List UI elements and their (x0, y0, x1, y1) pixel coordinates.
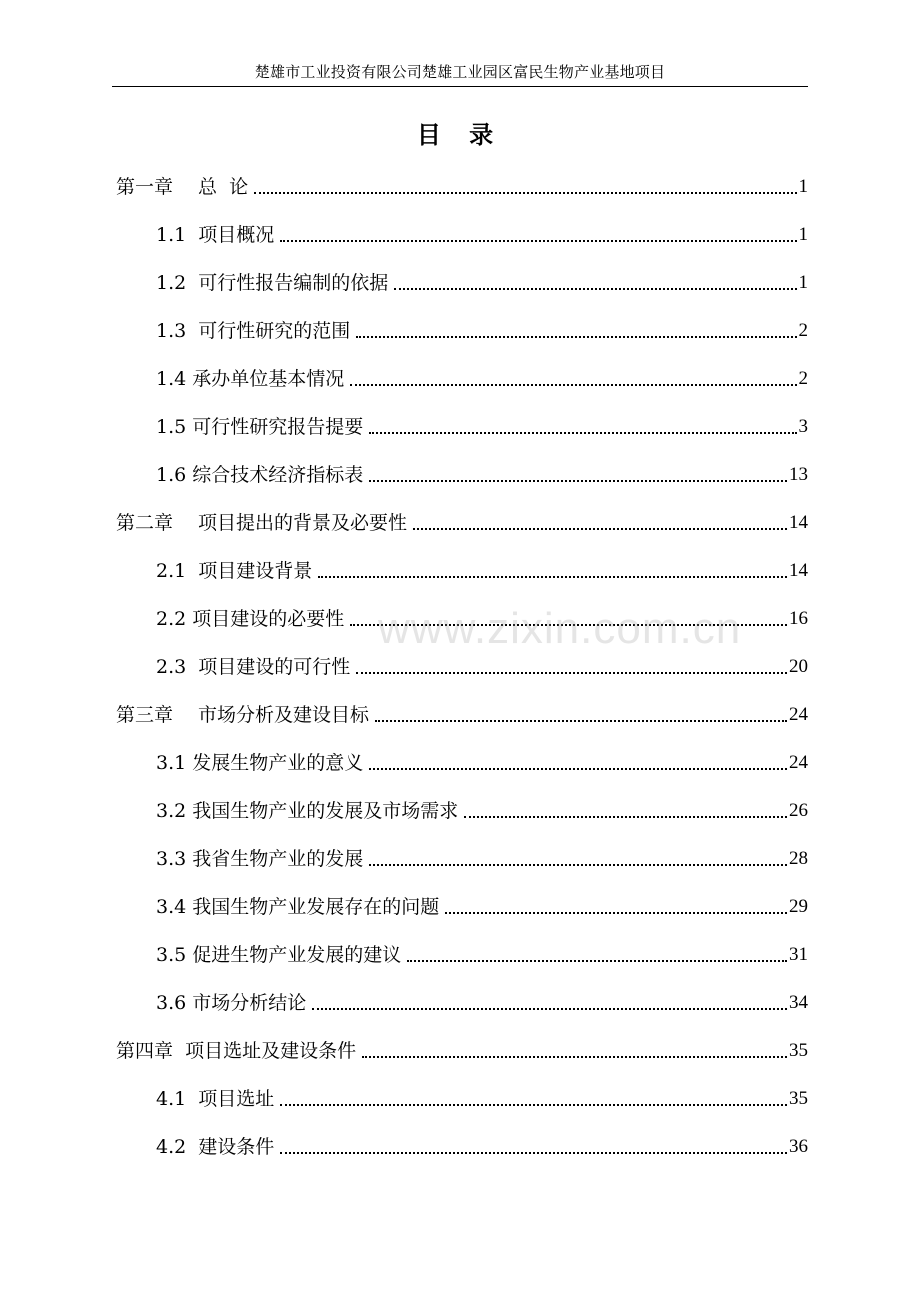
dot-leader (350, 624, 787, 626)
toc-entry-section-1-2[interactable] (156, 266, 808, 296)
toc-entry-page: 36 (789, 1136, 808, 1157)
watermark: www.zixin.com.cn (378, 604, 742, 653)
toc-entry-label: 2.2 项目建设的必要性 (156, 608, 345, 630)
toc-entry-label: 2.3 项目建设的可行性 (156, 656, 351, 678)
dot-leader (464, 816, 787, 818)
toc-entry-label: 3.2 我国生物产业的发展及市场需求 (156, 800, 459, 822)
toc-entry-page: 26 (789, 800, 808, 821)
toc-entry-chapter-3[interactable] (116, 698, 808, 728)
toc-entry-section-3-5[interactable] (156, 938, 808, 968)
toc-entry-section-1-5[interactable] (156, 410, 808, 440)
dot-leader (280, 1152, 787, 1154)
toc-entry-section-2-1[interactable] (156, 554, 808, 584)
toc-entry-page: 2 (798, 368, 808, 389)
toc-entry-label: 4.1 项目选址 (156, 1088, 275, 1110)
toc-entry-section-1-1[interactable] (156, 218, 808, 248)
toc-entry-label: 1.2 可行性报告编制的依据 (156, 272, 389, 294)
dot-leader (356, 672, 787, 674)
header-rule (112, 86, 808, 87)
toc-entry-label: 1.4 承办单位基本情况 (156, 368, 345, 390)
dot-leader (312, 1008, 787, 1010)
toc-entry-page: 34 (789, 992, 808, 1013)
dot-leader (394, 288, 796, 290)
dot-leader (254, 192, 796, 194)
toc-entry-section-2-2[interactable] (156, 602, 808, 632)
toc-entry-section-3-2[interactable] (156, 794, 808, 824)
toc-entry-section-3-4[interactable] (156, 890, 808, 920)
dot-leader (318, 576, 787, 578)
toc-entry-page: 29 (789, 896, 808, 917)
toc-entry-section-3-6[interactable] (156, 986, 808, 1016)
dot-leader (445, 912, 787, 914)
toc-entry-label: 4.2 建设条件 (156, 1136, 275, 1158)
toc-entry-label: 3.4 我国生物产业发展存在的问题 (156, 896, 440, 918)
toc-entry-section-2-3[interactable] (156, 650, 808, 680)
toc-entry-page: 35 (789, 1088, 808, 1109)
toc-entry-page: 1 (798, 272, 808, 293)
toc-entry-label: 1.5 可行性研究报告提要 (156, 416, 364, 438)
toc-entry-section-1-3[interactable] (156, 314, 808, 344)
dot-leader (369, 432, 796, 434)
toc-entry-section-3-1[interactable] (156, 746, 808, 776)
toc-entry-page: 3 (798, 416, 808, 437)
toc-entry-label: 第四章 项目选址及建设条件 (116, 1040, 357, 1062)
dot-leader (280, 240, 796, 242)
toc-entry-page: 16 (789, 608, 808, 629)
toc-entry-label: 第二章 项目提出的背景及必要性 (116, 512, 408, 534)
toc-entry-section-4-2[interactable] (156, 1130, 808, 1160)
dot-leader (369, 768, 787, 770)
toc-entry-label: 1.6 综合技术经济指标表 (156, 464, 364, 486)
toc-entry-section-3-3[interactable] (156, 842, 808, 872)
dot-leader (280, 1104, 787, 1106)
dot-leader (369, 864, 787, 866)
toc-title: 目 录 (416, 120, 504, 149)
toc-entry-label: 3.5 促进生物产业发展的建议 (156, 944, 402, 966)
toc-entry-label: 第三章 市场分析及建设目标 (116, 704, 370, 726)
dot-leader (407, 960, 787, 962)
toc-entry-page: 31 (789, 944, 808, 965)
toc-entry-page: 13 (789, 464, 808, 485)
toc-entry-label: 1.1 项目概况 (156, 224, 275, 246)
dot-leader (413, 528, 787, 530)
toc-entry-label: 1.3 可行性研究的范围 (156, 320, 351, 342)
dot-leader (375, 720, 787, 722)
toc-entry-page: 20 (789, 656, 808, 677)
toc-entry-page: 2 (798, 320, 808, 341)
dot-leader (362, 1056, 787, 1058)
toc-entry-page: 14 (789, 512, 808, 533)
toc-entry-label: 3.1 发展生物产业的意义 (156, 752, 364, 774)
toc-entry-page: 1 (798, 224, 808, 245)
toc-entry-section-4-1[interactable] (156, 1082, 808, 1112)
toc-entry-page: 24 (789, 704, 808, 725)
dot-leader (350, 384, 796, 386)
toc-entry-chapter-2[interactable] (116, 506, 808, 536)
toc-entry-page: 35 (789, 1040, 808, 1061)
running-header: 楚雄市工业投资有限公司楚雄工业园区富民生物产业基地项目 (254, 63, 666, 81)
toc-entry-chapter-1[interactable] (116, 170, 808, 200)
toc-entry-label: 3.3 我省生物产业的发展 (156, 848, 364, 870)
dot-leader (369, 480, 787, 482)
dot-leader (356, 336, 796, 338)
toc-entry-page: 28 (789, 848, 808, 869)
toc-entry-page: 24 (789, 752, 808, 773)
toc-entry-label: 3.6 市场分析结论 (156, 992, 307, 1014)
toc-entry-page: 1 (798, 176, 808, 197)
toc-entry-label: 2.1 项目建设背景 (156, 560, 313, 582)
toc-entry-section-1-6[interactable] (156, 458, 808, 488)
toc-entry-page: 14 (789, 560, 808, 581)
toc-entry-label: 第一章 总 论 (116, 176, 249, 198)
toc-entry-section-1-4[interactable] (156, 362, 808, 392)
toc-entry-chapter-4[interactable] (116, 1034, 808, 1064)
